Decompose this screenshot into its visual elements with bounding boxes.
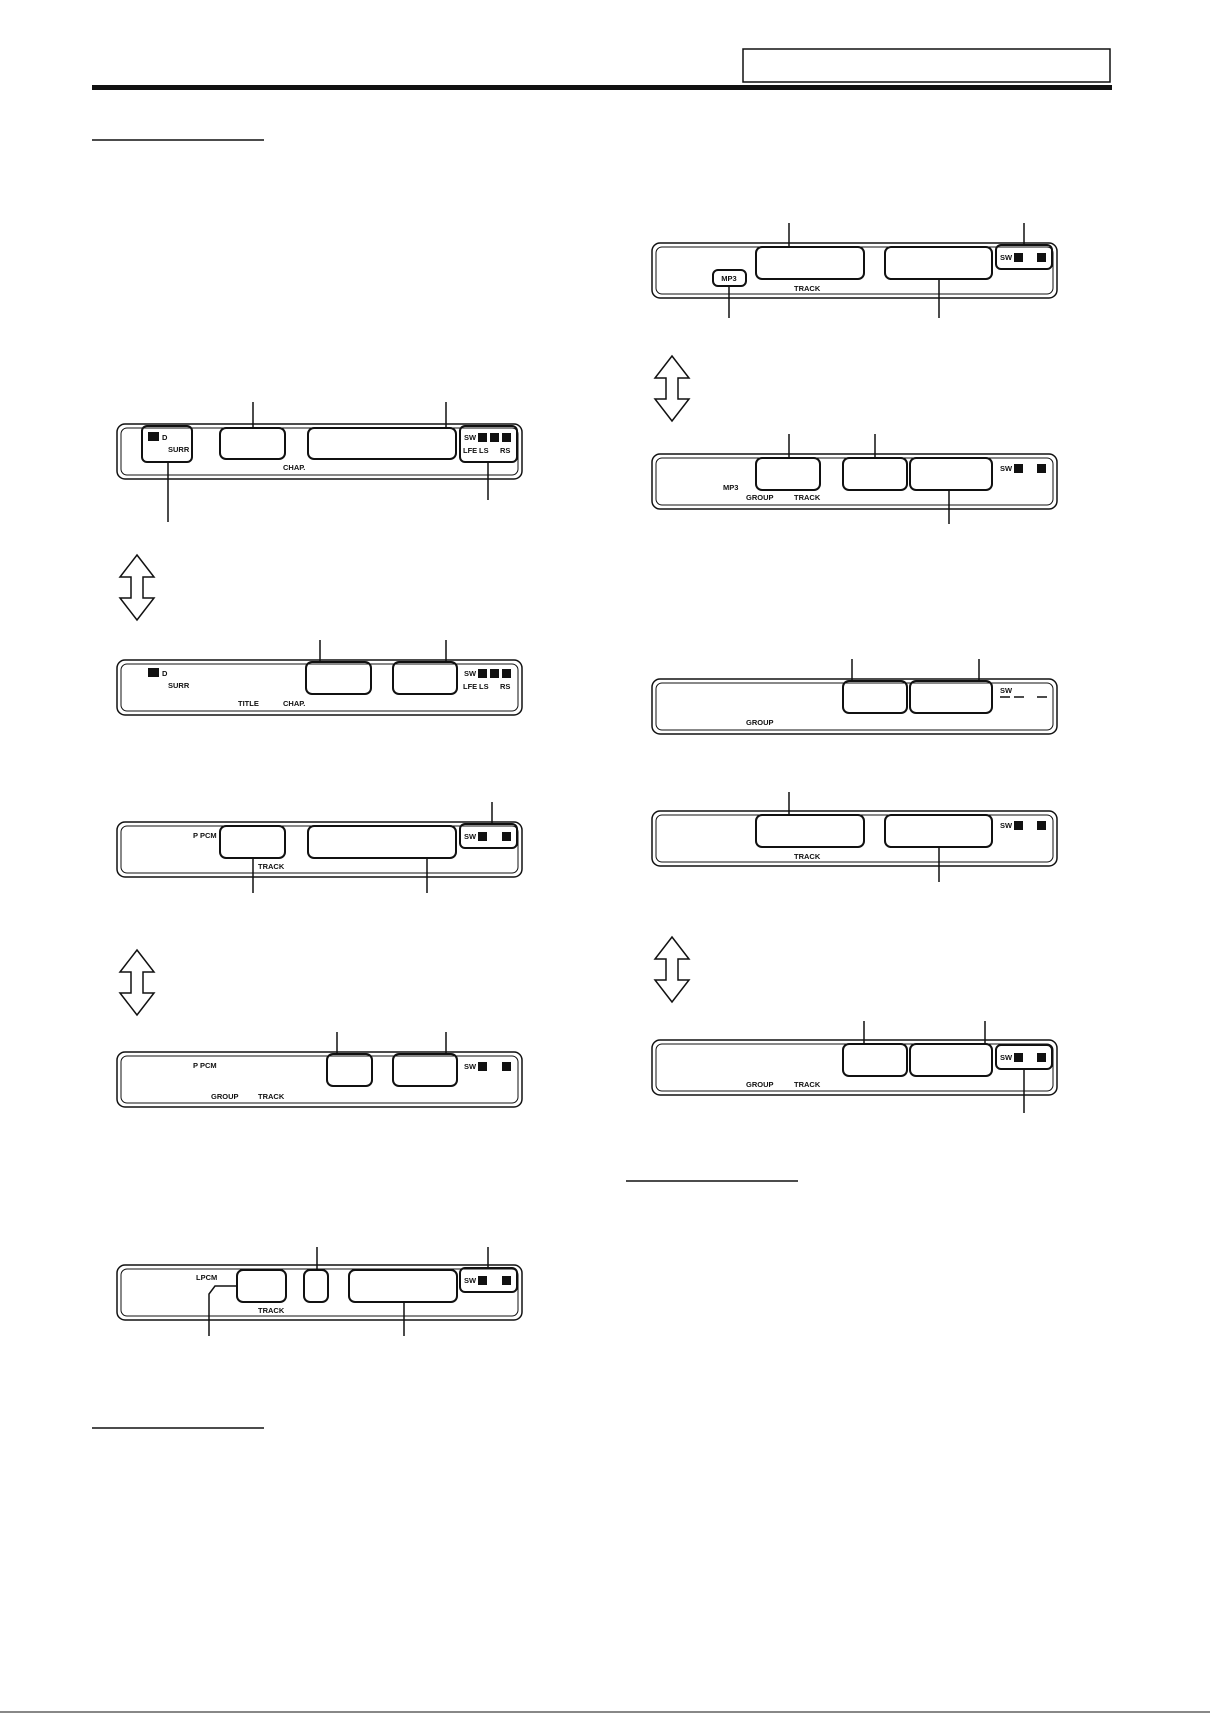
double-arrow-icon bbox=[655, 937, 689, 1002]
ch-l-icon bbox=[1014, 464, 1023, 473]
ch-r-icon bbox=[502, 1062, 511, 1071]
ch-r-icon bbox=[1037, 821, 1046, 830]
display-lpcm-track bbox=[117, 1247, 522, 1336]
p-pcm-label: P PCM bbox=[193, 831, 217, 840]
track-label: TRACK bbox=[794, 1080, 821, 1089]
group-label: GROUP bbox=[746, 1080, 774, 1089]
surr-label: SURR bbox=[168, 445, 190, 454]
ch-l-icon bbox=[478, 433, 487, 442]
display-dvd-dolby-chapter bbox=[117, 402, 522, 522]
display-track bbox=[652, 792, 1057, 882]
lpcm-label: LPCM bbox=[196, 1273, 218, 1282]
ch-lfe: LFE bbox=[463, 682, 478, 691]
ch-sw: SW bbox=[464, 832, 477, 841]
mp3-label: MP3 bbox=[721, 274, 737, 283]
display-frame bbox=[652, 454, 1057, 509]
track-label: TRACK bbox=[258, 1092, 285, 1101]
group-label: GROUP bbox=[746, 718, 774, 727]
chap-label: CHAP. bbox=[283, 463, 306, 472]
track-label: TRACK bbox=[258, 862, 285, 871]
ch-rs: RS bbox=[500, 682, 511, 691]
ch-rs: RS bbox=[500, 446, 511, 455]
page-header bbox=[92, 49, 1112, 90]
double-arrow-icon bbox=[120, 950, 154, 1015]
double-arrow-icon bbox=[655, 356, 689, 421]
ch-l-icon bbox=[478, 1062, 487, 1071]
ch-sw: SW bbox=[1000, 821, 1013, 830]
display-pcm-group-track bbox=[117, 1032, 522, 1107]
ch-r-icon bbox=[502, 433, 511, 442]
ch-l-icon bbox=[478, 832, 487, 841]
ch-sw: SW bbox=[464, 1062, 477, 1071]
display-dvd-title-chapter bbox=[117, 640, 522, 715]
ch-r-icon bbox=[1037, 1053, 1046, 1062]
track-label: TRACK bbox=[794, 493, 821, 502]
header-title-box bbox=[743, 49, 1110, 82]
dolby-logo-icon bbox=[148, 668, 159, 677]
ch-l-icon bbox=[1014, 1053, 1023, 1062]
ch-r-icon bbox=[502, 669, 511, 678]
display-mp3-group-track bbox=[652, 434, 1057, 524]
ch-sw: SW bbox=[1000, 686, 1013, 695]
ch-ls: LS bbox=[479, 682, 489, 691]
ch-sw: SW bbox=[464, 433, 477, 442]
header-rule bbox=[92, 85, 1112, 90]
ch-l-icon bbox=[478, 669, 487, 678]
double-arrow-icon bbox=[120, 555, 154, 620]
track-label: TRACK bbox=[794, 852, 821, 861]
ch-r-icon bbox=[1037, 253, 1046, 262]
chap-label: CHAP. bbox=[283, 699, 306, 708]
ch-sw: SW bbox=[1000, 1053, 1013, 1062]
ch-c-icon bbox=[490, 433, 499, 442]
ch-lfe: LFE bbox=[463, 446, 478, 455]
display-frame bbox=[117, 1052, 522, 1107]
ch-ls: LS bbox=[479, 446, 489, 455]
group-label: GROUP bbox=[211, 1092, 239, 1101]
ch-sw: SW bbox=[1000, 253, 1013, 262]
title-label: TITLE bbox=[238, 699, 259, 708]
display-group-track bbox=[652, 1021, 1057, 1113]
track-label: TRACK bbox=[794, 284, 821, 293]
dolby-d-label: D bbox=[162, 433, 168, 442]
ch-r-icon bbox=[1037, 464, 1046, 473]
display-pcm-track bbox=[117, 802, 522, 893]
display-frame bbox=[652, 679, 1057, 734]
display-frame bbox=[117, 822, 522, 877]
ch-sw: SW bbox=[1000, 464, 1013, 473]
display-mp3-track bbox=[652, 223, 1057, 318]
track-label: TRACK bbox=[258, 1306, 285, 1315]
surr-label: SURR bbox=[168, 681, 190, 690]
ch-l-icon bbox=[478, 1276, 487, 1285]
ch-l-icon bbox=[1014, 253, 1023, 262]
ch-r-icon bbox=[502, 1276, 511, 1285]
mp3-label: MP3 bbox=[723, 483, 739, 492]
p-pcm-label: P PCM bbox=[193, 1061, 217, 1070]
ch-r-icon bbox=[502, 832, 511, 841]
display-frame bbox=[117, 1265, 522, 1320]
display-frame bbox=[652, 811, 1057, 866]
ch-c-icon bbox=[490, 669, 499, 678]
dolby-d-label: D bbox=[162, 669, 168, 678]
ch-sw: SW bbox=[464, 1276, 477, 1285]
ch-l-icon bbox=[1014, 821, 1023, 830]
ch-sw: SW bbox=[464, 669, 477, 678]
dolby-logo-icon bbox=[148, 432, 159, 441]
group-label: GROUP bbox=[746, 493, 774, 502]
display-group bbox=[652, 659, 1057, 734]
